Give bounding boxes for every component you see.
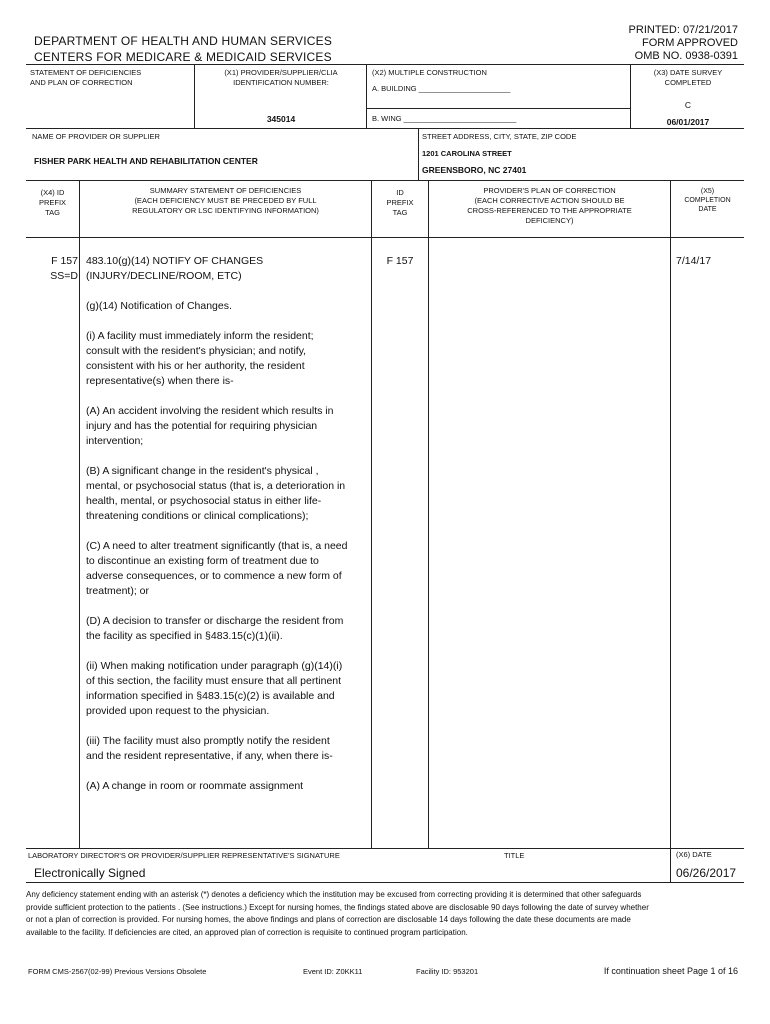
id-prefix-header: ID PREFIX TAG [386,188,414,217]
entry-right-tag: F 157 [386,255,414,267]
omb-number: OMB NO. 0938-0391 [634,50,738,62]
signature-label: LABORATORY DIRECTOR'S OR PROVIDER/SUPPLIER REPRESENTATIVE'S SIGNATURE [28,851,340,860]
provider-name: FISHER PARK HEALTH AND REHABILITATION CENTER [34,156,258,166]
form-approved: FORM APPROVED [642,37,738,49]
divider [194,64,195,128]
paragraph: (ii) When making notification under paragraph (g)(14)(i) of this section, the facility must ensure that all pertinent information specified in §483.15(c)(2) is available and provided upon request to the physician. [86,660,343,717]
col-divider [670,180,671,848]
entry-title-2: (INJURY/DECLINE/ROOM, ETC) [86,270,242,282]
x3-label: (X3) DATE SURVEY COMPLETED [653,68,723,87]
rule [366,108,630,109]
agency-line-1: DEPARTMENT OF HEALTH AND HUMAN SERVICES [34,34,333,48]
street-address: 1201 CAROLINA STREET [422,149,512,158]
signature-value: Electronically Signed [34,866,146,880]
paragraph: (i) A facility must immediately inform the resident; consult with the resident's physician; and notify, consistent with his or her authority, the resident representative(s) when there is- [86,330,314,387]
x3-code: C [684,100,692,110]
printed-date: PRINTED: 07/21/2017 [628,24,738,36]
statement-label: STATEMENT OF DEFICIENCIES AND PLAN OF CORRECTION [30,68,142,87]
entry-paragraphs [86,299,348,794]
paragraph: (iii) The facility must also promptly notify the resident and the resident representative, if any, when there is- [86,735,333,762]
paragraph: (A) An accident involving the resident which results in injury and has the potential for requiring physician intervention; [86,405,334,447]
footer-event-id: Event ID: Z0KK11 [303,967,363,976]
x2-building: A. BUILDING ______________________ [372,84,511,93]
x1-label: (X1) PROVIDER/SUPPLIER/CLIA IDENTIFICATION NUMBER: [224,68,338,87]
address-label: STREET ADDRESS, CITY, STATE, ZIP CODE [422,132,577,141]
rule [26,882,744,883]
rule [26,180,744,181]
x3-date: 06/01/2017 [666,117,710,127]
paragraph: (B) A significant change in the resident's physical , mental, or psychosocial status (that is, a deterioration in health, mental, or psychosocial status in either life-threatening conditions or clinical complications); [86,465,346,522]
title-label: TITLE [504,851,525,860]
entry-scope-severity: SS=D [50,270,78,282]
city-state-zip: GREENSBORO, NC 27401 [422,165,527,175]
x5-header: (X5) COMPLETION DATE [684,188,731,213]
rule [26,848,744,849]
divider [366,64,367,128]
disclaimer: Any deficiency statement ending with an asterisk (*) denotes a deficiency which the institution may be excused from correcting providing it is determined that other safeguards provide sufficient protection to the patients . (See instructions.) Except for nursing homes, the findings stated above are disclosable 90 days following the date of survey whether or not a plan of correction is provided. For nursing homes, the above findings and plans of correction are disclosable 14 days following the date these documents are made available to the facility. If deficiencies are cited, an approved plan of correction is requisite to continued program participation. [26,890,649,937]
entry-tag: F 157 [51,255,78,267]
header-right [629,24,738,63]
x2-label: (X2) MULTIPLE CONSTRUCTION [372,68,487,77]
date-label: (X6) DATE [676,850,712,859]
divider [670,848,671,882]
rule [26,128,744,129]
col-divider [79,180,80,848]
divider [630,64,631,128]
paragraph: (D) A decision to transfer or discharge the resident from the facility as specified in §483.15(c)(1)(ii). [86,615,344,642]
entry-title-1: 483.10(g)(14) NOTIFY OF CHANGES [86,255,264,267]
paragraph: (A) A change in room or roommate assignment [86,780,304,792]
col-divider [428,180,429,848]
summary-header: SUMMARY STATEMENT OF DEFICIENCIES (EACH DEFICIENCY MUST BE PRECEDED BY FULL REGULATORY OR LSC IDENTIFYING INFORMATION) [132,186,319,215]
footer-facility-id: Facility ID: 953201 [416,967,479,976]
entry-tag-block [30,254,78,284]
x2-wing: B. WING ___________________________ [372,114,517,123]
agency-line-2: CENTERS FOR MEDICARE & MEDICAID SERVICES [34,50,332,64]
rule [26,64,744,65]
provider-name-label: NAME OF PROVIDER OR SUPPLIER [32,132,160,141]
footer-form: FORM CMS-2567(02-99) Previous Versions Obsolete [28,967,207,976]
entry-summary [86,254,348,809]
paragraph: (C) A need to alter treatment significantly (that is, a need to discontinue an existing form of treatment due to adverse consequences, or to commence a new form of treatment); or [86,540,348,597]
signature-date: 06/26/2017 [676,866,737,880]
rule [26,237,744,238]
footer-continuation: If continuation sheet Page 1 of 16 [603,966,738,976]
x4-header: (X4) ID PREFIX TAG [38,188,67,217]
col-divider [371,180,372,848]
x1-value: 345014 [266,114,296,124]
paragraph: (g)(14) Notification of Changes. [86,300,232,312]
divider [418,128,419,180]
plan-header: PROVIDER'S PLAN OF CORRECTION (EACH CORRECTIVE ACTION SHOULD BE CROSS-REFERENCED TO THE APPROPRIATE DEFICIENCY) [467,186,632,225]
entry-completion-date: 7/14/17 [676,255,712,267]
